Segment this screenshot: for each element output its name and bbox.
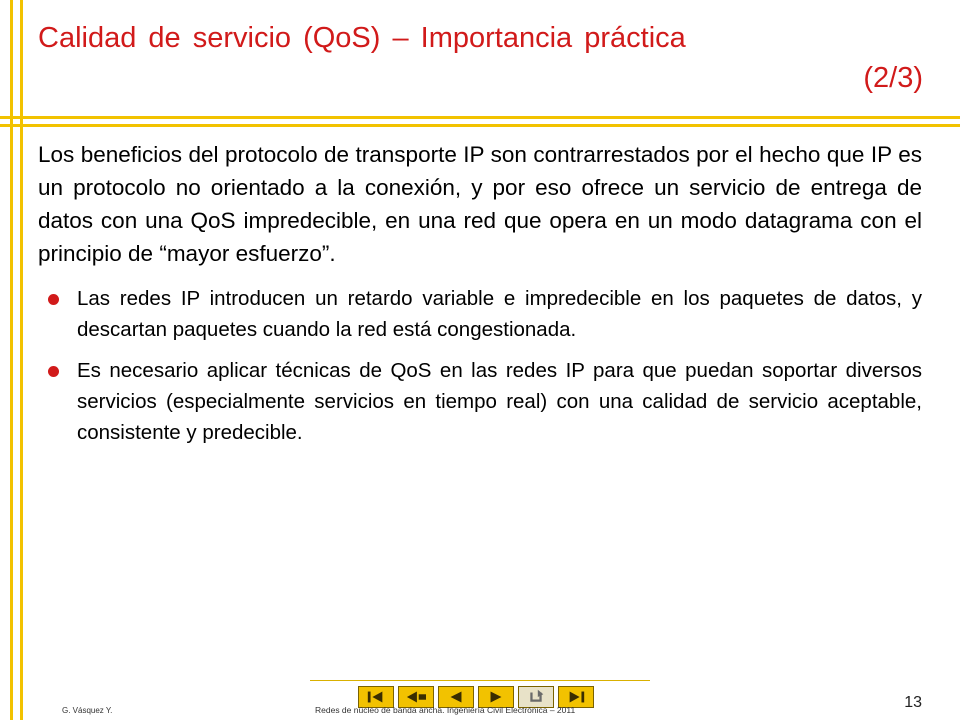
first-slide-icon	[359, 687, 393, 707]
slide-body	[38, 138, 922, 458]
frame-vertical-line	[20, 0, 23, 720]
footer-divider	[310, 680, 650, 681]
previous-section-icon	[399, 687, 433, 707]
bullet-dot-icon	[48, 294, 59, 305]
intro-paragraph: Los beneficios del protocolo de transporte IP son contrarrestados por el hecho que IP es un protocolo no orientado a la conexión, y por eso ofrece un servicio de entrega de datos con una QoS impredecible, en una red que opera en un modo datagrama con el principio de “mayor esfuerzo”.	[38, 142, 922, 266]
page-number: 13	[904, 694, 922, 711]
previous-slide-icon	[439, 687, 473, 707]
slide-title-line2: (2/3)	[863, 62, 923, 94]
frame-horizontal-line	[0, 116, 960, 119]
return-icon	[519, 687, 553, 707]
bullet-item	[38, 355, 922, 448]
last-slide-icon	[559, 687, 593, 707]
frame-vertical-line	[10, 0, 13, 720]
bullet-dot-icon	[48, 366, 59, 377]
bullet-text: Las redes IP introducen un retardo variable e impredecible en los paquetes de datos, y descartan paquetes cuando la red está congestionada.	[77, 287, 922, 341]
bullet-text: Es necesario aplicar técnicas de QoS en las redes IP para que puedan soportar diversos servicios (especialmente servicios en tiempo real) con una calidad de servicio aceptable, consistente y predecible.	[77, 359, 922, 444]
footer-author: G. Vásquez Y.	[62, 706, 113, 715]
bullet-list	[38, 283, 922, 448]
slide-title-line1: Calidad de servicio (QoS) – Importancia práctica	[38, 22, 686, 54]
footer-course: Redes de núcleo de banda ancha. Ingeniería Civil Electrónica – 2011	[315, 705, 576, 715]
frame-horizontal-line	[0, 124, 960, 127]
slide-title	[38, 18, 923, 98]
bullet-item	[38, 283, 922, 345]
next-slide-icon	[479, 687, 513, 707]
